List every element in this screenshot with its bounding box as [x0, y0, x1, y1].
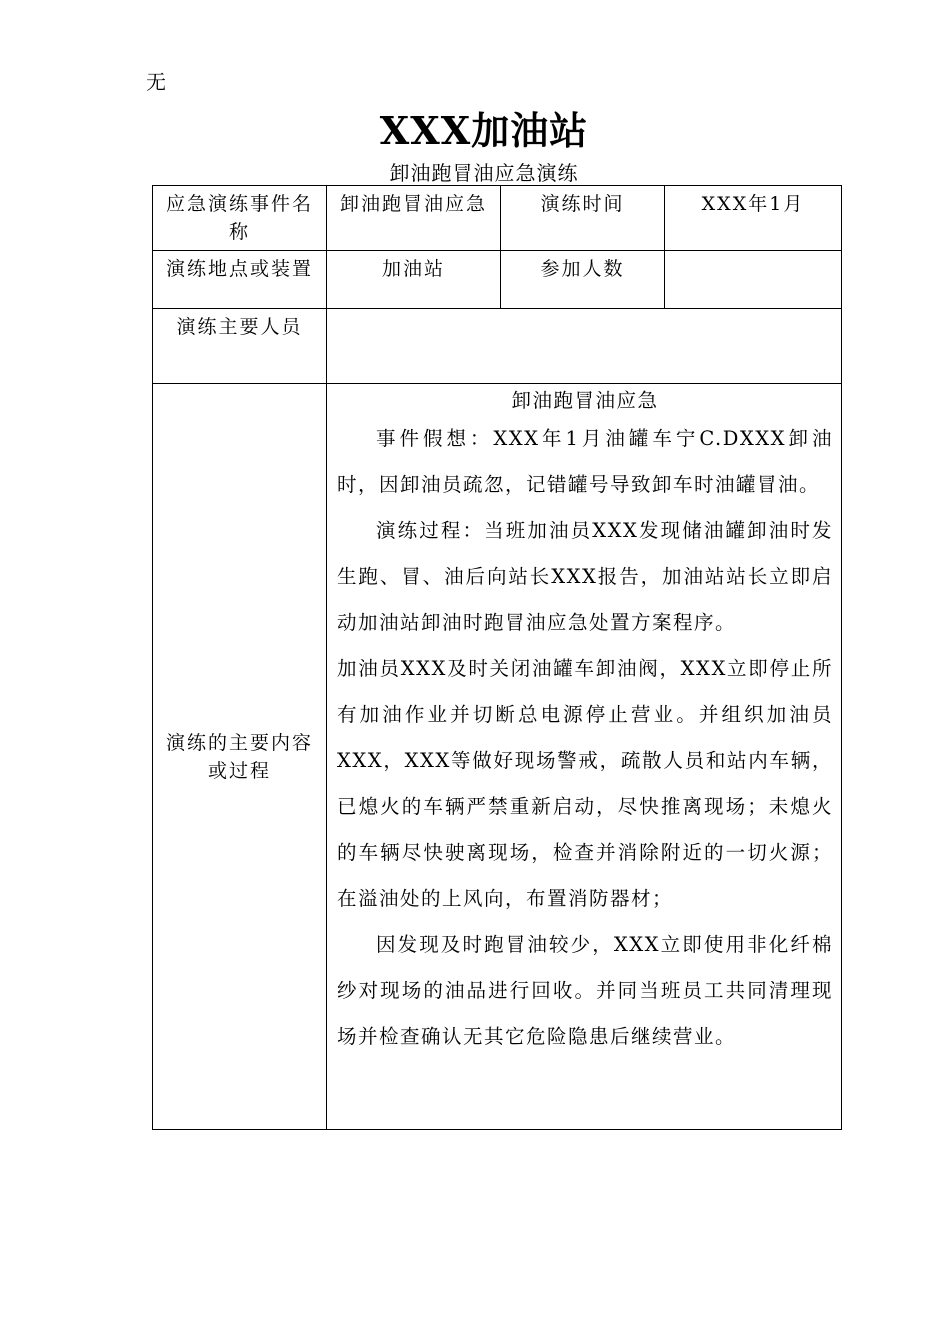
table-row: [153, 251, 842, 309]
event-name-label-cell: [153, 186, 327, 251]
personnel-value: [327, 309, 841, 317]
content-body: [327, 384, 841, 1060]
corner-mark: 无: [146, 70, 166, 94]
location-label: 演练地点或装置: [165, 258, 313, 280]
content-paragraph-recovery: 因发现及时跑冒油较少，XXX立即使用非化纤棉纱对现场的油品进行回收。并同当班员工共同清理现场并检查确认无其它危险隐患后继续营业。: [337, 933, 833, 1048]
participants-label-cell: [501, 251, 665, 309]
time-value-cell: [665, 186, 842, 251]
personnel-label: 演练主要人员: [176, 316, 303, 338]
content-paragraph-scenario: 事件假想：XXX年1月油罐车宁C.DXXX卸油时，因卸油员疏忽，记错罐号导致卸车时油罐冒油。: [337, 427, 833, 496]
participants-label: 参加人数: [540, 258, 625, 280]
personnel-value-cell: [327, 309, 842, 384]
event-name-value-cell: [327, 186, 501, 251]
personnel-label-cell: [153, 309, 327, 384]
page-subtitle: 卸油跑冒油应急演练: [389, 161, 579, 185]
time-label-cell: [501, 186, 665, 251]
content-label: 演练的主要内容或过程: [165, 731, 313, 782]
table-row: [153, 186, 842, 251]
content-cell: [327, 384, 842, 1130]
event-name-value: 卸油跑冒油应急: [339, 193, 487, 215]
table-row: [153, 384, 842, 1130]
location-label-cell: [153, 251, 327, 309]
content-paragraph-process: 演练过程：当班加油员XXX发现储油罐卸油时发生跑、冒、油后向站长XXX报告，加油站站长立即启动加油站卸油时跑冒油应急处置方案程序。: [337, 519, 833, 634]
drill-record-table: [152, 185, 842, 1130]
location-value: 加油站: [381, 258, 445, 280]
content-label-cell: [153, 384, 327, 1130]
table-row: [153, 309, 842, 384]
time-value: XXX年1月: [701, 193, 805, 215]
participants-value: [665, 251, 841, 259]
content-paragraph-response: 加油员XXX及时关闭油罐车卸油阀，XXX立即停止所有加油作业并切断总电源停止营业。并组织加油员XXX，XXX等做好现场警戒，疏散人员和站内车辆，已熄火的车辆严禁重新启动，尽快推离现场；未熄火的车辆尽快驶离现场，检查并消除附近的一切火源；在溢油处的上风向，布置消防器材；: [337, 657, 833, 910]
location-value-cell: [327, 251, 501, 309]
time-label: 演练时间: [540, 193, 625, 215]
event-name-label: 应急演练事件名称: [165, 193, 313, 243]
content-heading: 卸油跑冒油应急: [511, 389, 659, 412]
page-title: XXX加油站: [379, 108, 589, 153]
participants-value-cell: [665, 251, 842, 309]
